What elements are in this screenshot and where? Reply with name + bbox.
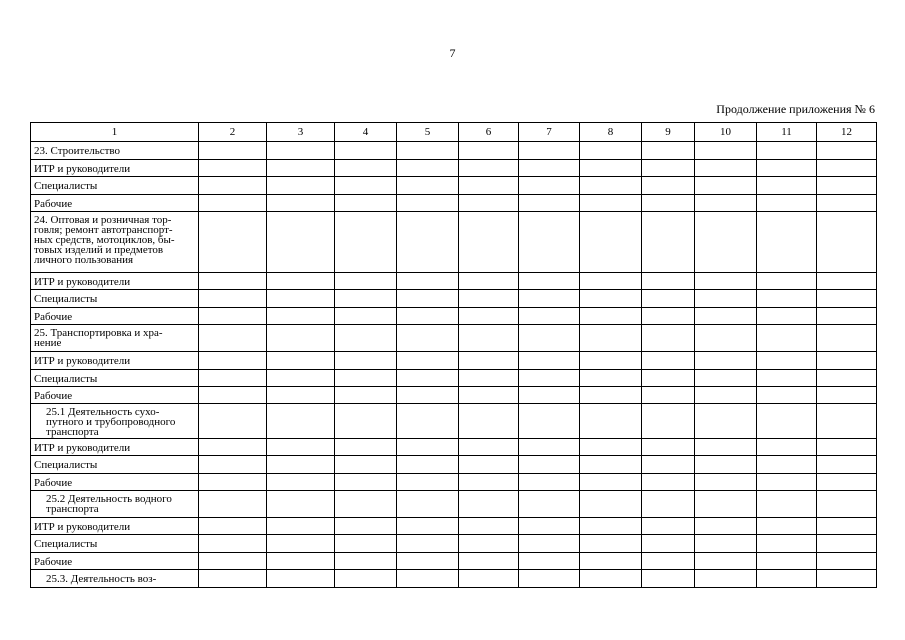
- table-row: [31, 456, 877, 474]
- value-cell: [519, 474, 580, 491]
- header-cell: 3: [267, 123, 335, 142]
- value-cell: [817, 195, 877, 212]
- value-cell: [335, 474, 397, 491]
- continuation-label: Продолжение приложения № 6: [716, 102, 875, 116]
- row-label: Рабочие: [31, 308, 199, 325]
- value-cell: [459, 160, 519, 177]
- table-row: [31, 404, 877, 439]
- value-cell: [459, 352, 519, 370]
- table-row: [31, 352, 877, 370]
- row-label: ИТР и руководители: [31, 439, 199, 456]
- value-cell: [757, 370, 817, 387]
- value-cell: [817, 404, 877, 439]
- value-cell: [397, 177, 459, 195]
- value-cell: [642, 439, 695, 456]
- value-cell: [519, 325, 580, 352]
- table-row: [31, 439, 877, 456]
- value-cell: [642, 404, 695, 439]
- value-cell: [459, 570, 519, 588]
- value-cell: [459, 370, 519, 387]
- header-cell: 1: [31, 123, 199, 142]
- value-cell: [267, 387, 335, 404]
- value-cell: [580, 570, 642, 588]
- value-cell: [519, 404, 580, 439]
- row-label: Рабочие: [31, 387, 199, 404]
- value-cell: [519, 370, 580, 387]
- value-cell: [199, 160, 267, 177]
- value-cell: [580, 160, 642, 177]
- value-cell: [580, 553, 642, 570]
- value-cell: [642, 570, 695, 588]
- value-cell: [397, 160, 459, 177]
- value-cell: [580, 474, 642, 491]
- value-cell: [335, 370, 397, 387]
- value-cell: [757, 308, 817, 325]
- value-cell: [757, 553, 817, 570]
- value-cell: [757, 273, 817, 290]
- table-row: [31, 212, 877, 273]
- value-cell: [757, 177, 817, 195]
- value-cell: [642, 195, 695, 212]
- value-cell: [580, 177, 642, 195]
- value-cell: [199, 177, 267, 195]
- table-row: [31, 370, 877, 387]
- value-cell: [757, 491, 817, 518]
- value-cell: [817, 474, 877, 491]
- value-cell: [642, 325, 695, 352]
- value-cell: [335, 570, 397, 588]
- value-cell: [397, 387, 459, 404]
- value-cell: [695, 439, 757, 456]
- table-row: [31, 325, 877, 352]
- value-cell: [267, 308, 335, 325]
- value-cell: [519, 439, 580, 456]
- value-cell: [397, 474, 459, 491]
- value-cell: [335, 404, 397, 439]
- value-cell: [695, 177, 757, 195]
- value-cell: [397, 290, 459, 308]
- value-cell: [267, 195, 335, 212]
- value-cell: [817, 456, 877, 474]
- value-cell: [519, 142, 580, 160]
- value-cell: [817, 212, 877, 273]
- value-cell: [642, 142, 695, 160]
- value-cell: [459, 273, 519, 290]
- row-label: Рабочие: [31, 474, 199, 491]
- value-cell: [519, 308, 580, 325]
- value-cell: [335, 212, 397, 273]
- value-cell: [267, 352, 335, 370]
- value-cell: [267, 553, 335, 570]
- value-cell: [459, 535, 519, 553]
- value-cell: [199, 370, 267, 387]
- value-cell: [695, 273, 757, 290]
- value-cell: [459, 404, 519, 439]
- table-row: [31, 177, 877, 195]
- value-cell: [459, 553, 519, 570]
- value-cell: [397, 553, 459, 570]
- value-cell: [397, 456, 459, 474]
- value-cell: [397, 273, 459, 290]
- value-cell: [199, 195, 267, 212]
- value-cell: [642, 370, 695, 387]
- header-cell: 6: [459, 123, 519, 142]
- value-cell: [757, 212, 817, 273]
- value-cell: [519, 177, 580, 195]
- value-cell: [459, 456, 519, 474]
- row-label: ИТР и руководители: [31, 352, 199, 370]
- value-cell: [580, 404, 642, 439]
- header-cell: 4: [335, 123, 397, 142]
- value-cell: [580, 387, 642, 404]
- value-cell: [695, 352, 757, 370]
- value-cell: [695, 212, 757, 273]
- value-cell: [695, 325, 757, 352]
- value-cell: [817, 325, 877, 352]
- value-cell: [642, 491, 695, 518]
- value-cell: [642, 308, 695, 325]
- value-cell: [580, 456, 642, 474]
- value-cell: [757, 404, 817, 439]
- value-cell: [757, 456, 817, 474]
- value-cell: [199, 518, 267, 535]
- value-cell: [642, 177, 695, 195]
- value-cell: [757, 439, 817, 456]
- value-cell: [199, 456, 267, 474]
- value-cell: [695, 456, 757, 474]
- value-cell: [519, 553, 580, 570]
- value-cell: [199, 308, 267, 325]
- value-cell: [519, 212, 580, 273]
- value-cell: [817, 160, 877, 177]
- value-cell: [397, 535, 459, 553]
- value-cell: [267, 177, 335, 195]
- value-cell: [267, 491, 335, 518]
- value-cell: [199, 325, 267, 352]
- value-cell: [695, 160, 757, 177]
- table-row: [31, 535, 877, 553]
- value-cell: [642, 553, 695, 570]
- value-cell: [757, 325, 817, 352]
- table-row: [31, 142, 877, 160]
- table-row: [31, 387, 877, 404]
- value-cell: [459, 474, 519, 491]
- value-cell: [267, 456, 335, 474]
- table-row: [31, 273, 877, 290]
- value-cell: [580, 212, 642, 273]
- value-cell: [459, 439, 519, 456]
- value-cell: [580, 142, 642, 160]
- value-cell: [695, 474, 757, 491]
- value-cell: [580, 518, 642, 535]
- value-cell: [519, 491, 580, 518]
- value-cell: [695, 404, 757, 439]
- value-cell: [642, 160, 695, 177]
- header-cell: 2: [199, 123, 267, 142]
- value-cell: [695, 491, 757, 518]
- table-row: [31, 553, 877, 570]
- value-cell: [817, 518, 877, 535]
- value-cell: [335, 553, 397, 570]
- value-cell: [267, 370, 335, 387]
- value-cell: [580, 352, 642, 370]
- value-cell: [757, 387, 817, 404]
- value-cell: [267, 518, 335, 535]
- row-label: Рабочие: [31, 195, 199, 212]
- table-row: [31, 195, 877, 212]
- value-cell: [459, 142, 519, 160]
- value-cell: [199, 212, 267, 273]
- value-cell: [335, 439, 397, 456]
- value-cell: [397, 491, 459, 518]
- value-cell: [695, 518, 757, 535]
- table-row: [31, 160, 877, 177]
- value-cell: [817, 387, 877, 404]
- value-cell: [817, 439, 877, 456]
- value-cell: [199, 439, 267, 456]
- table-row: [31, 290, 877, 308]
- value-cell: [695, 370, 757, 387]
- value-cell: [267, 325, 335, 352]
- value-cell: [757, 195, 817, 212]
- value-cell: [397, 570, 459, 588]
- value-cell: [397, 195, 459, 212]
- value-cell: [757, 570, 817, 588]
- value-cell: [459, 290, 519, 308]
- value-cell: [199, 404, 267, 439]
- value-cell: [580, 195, 642, 212]
- value-cell: [757, 518, 817, 535]
- row-label: 25.2 Деятельность водного транспорта: [31, 491, 199, 518]
- value-cell: [817, 570, 877, 588]
- table-row: [31, 308, 877, 325]
- value-cell: [267, 212, 335, 273]
- value-cell: [335, 142, 397, 160]
- value-cell: [267, 142, 335, 160]
- value-cell: [695, 387, 757, 404]
- value-cell: [199, 142, 267, 160]
- value-cell: [519, 518, 580, 535]
- row-label: 23. Строительство: [31, 142, 199, 160]
- table-row: [31, 474, 877, 491]
- value-cell: [757, 474, 817, 491]
- value-cell: [267, 439, 335, 456]
- value-cell: [397, 212, 459, 273]
- value-cell: [459, 491, 519, 518]
- value-cell: [267, 160, 335, 177]
- value-cell: [267, 273, 335, 290]
- row-label: 24. Оптовая и розничная тор- говля; ремонт автотранспорт- ных средств, мотоциклов, бы- товых изделий и предметов личного пользования: [31, 212, 199, 273]
- row-label: ИТР и руководители: [31, 160, 199, 177]
- value-cell: [519, 352, 580, 370]
- value-cell: [199, 491, 267, 518]
- row-label: Специалисты: [31, 456, 199, 474]
- header-cell: 5: [397, 123, 459, 142]
- value-cell: [757, 160, 817, 177]
- row-label: 25.3. Деятельность воз-: [31, 570, 199, 588]
- value-cell: [817, 553, 877, 570]
- value-cell: [335, 177, 397, 195]
- value-cell: [642, 456, 695, 474]
- value-cell: [817, 273, 877, 290]
- value-cell: [335, 535, 397, 553]
- value-cell: [267, 570, 335, 588]
- header-cell: 9: [642, 123, 695, 142]
- value-cell: [642, 212, 695, 273]
- value-cell: [397, 404, 459, 439]
- value-cell: [335, 195, 397, 212]
- value-cell: [580, 535, 642, 553]
- header-cell: 12: [817, 123, 877, 142]
- value-cell: [817, 352, 877, 370]
- table-row: [31, 518, 877, 535]
- value-cell: [199, 290, 267, 308]
- value-cell: [695, 290, 757, 308]
- value-cell: [695, 142, 757, 160]
- value-cell: [642, 290, 695, 308]
- value-cell: [580, 273, 642, 290]
- value-cell: [519, 195, 580, 212]
- value-cell: [695, 570, 757, 588]
- row-label: ИТР и руководители: [31, 518, 199, 535]
- value-cell: [199, 535, 267, 553]
- value-cell: [817, 491, 877, 518]
- value-cell: [519, 570, 580, 588]
- value-cell: [757, 352, 817, 370]
- value-cell: [335, 352, 397, 370]
- page-number: 7: [449, 46, 456, 60]
- value-cell: [397, 352, 459, 370]
- value-cell: [695, 308, 757, 325]
- value-cell: [397, 518, 459, 535]
- value-cell: [459, 308, 519, 325]
- header-cell: 7: [519, 123, 580, 142]
- value-cell: [199, 352, 267, 370]
- row-label: Специалисты: [31, 535, 199, 553]
- value-cell: [267, 535, 335, 553]
- value-cell: [519, 273, 580, 290]
- value-cell: [817, 290, 877, 308]
- value-cell: [817, 308, 877, 325]
- value-cell: [335, 273, 397, 290]
- value-cell: [580, 370, 642, 387]
- row-label: 25.1 Деятельность сухо- путного и трубопроводного транспорта: [31, 404, 199, 439]
- value-cell: [642, 518, 695, 535]
- value-cell: [335, 290, 397, 308]
- value-cell: [199, 474, 267, 491]
- value-cell: [695, 195, 757, 212]
- value-cell: [695, 553, 757, 570]
- value-cell: [199, 553, 267, 570]
- value-cell: [335, 160, 397, 177]
- value-cell: [580, 325, 642, 352]
- value-cell: [642, 535, 695, 553]
- value-cell: [580, 290, 642, 308]
- value-cell: [817, 370, 877, 387]
- value-cell: [580, 439, 642, 456]
- header-cell: 8: [580, 123, 642, 142]
- value-cell: [519, 535, 580, 553]
- value-cell: [397, 439, 459, 456]
- value-cell: [459, 177, 519, 195]
- value-cell: [397, 142, 459, 160]
- row-label: Специалисты: [31, 177, 199, 195]
- value-cell: [817, 535, 877, 553]
- value-cell: [335, 325, 397, 352]
- value-cell: [757, 142, 817, 160]
- row-label: Рабочие: [31, 553, 199, 570]
- value-cell: [642, 387, 695, 404]
- value-cell: [459, 195, 519, 212]
- value-cell: [267, 290, 335, 308]
- value-cell: [580, 491, 642, 518]
- value-cell: [335, 308, 397, 325]
- value-cell: [459, 212, 519, 273]
- value-cell: [817, 142, 877, 160]
- header-row: [31, 123, 877, 142]
- row-label: 25. Транспортировка и хра- нение: [31, 325, 199, 352]
- data-table: [30, 122, 877, 588]
- value-cell: [267, 404, 335, 439]
- value-cell: [335, 491, 397, 518]
- value-cell: [757, 535, 817, 553]
- row-label: Специалисты: [31, 370, 199, 387]
- value-cell: [519, 290, 580, 308]
- table-row: [31, 491, 877, 518]
- value-cell: [519, 387, 580, 404]
- value-cell: [199, 570, 267, 588]
- value-cell: [335, 456, 397, 474]
- value-cell: [817, 177, 877, 195]
- row-label: ИТР и руководители: [31, 273, 199, 290]
- value-cell: [199, 273, 267, 290]
- value-cell: [642, 352, 695, 370]
- value-cell: [267, 474, 335, 491]
- value-cell: [580, 308, 642, 325]
- value-cell: [519, 456, 580, 474]
- value-cell: [519, 160, 580, 177]
- value-cell: [695, 535, 757, 553]
- value-cell: [397, 308, 459, 325]
- value-cell: [335, 518, 397, 535]
- value-cell: [199, 387, 267, 404]
- value-cell: [459, 325, 519, 352]
- row-label: Специалисты: [31, 290, 199, 308]
- table-row: [31, 570, 877, 588]
- value-cell: [335, 387, 397, 404]
- value-cell: [642, 474, 695, 491]
- value-cell: [642, 273, 695, 290]
- header-cell: 10: [695, 123, 757, 142]
- value-cell: [459, 518, 519, 535]
- value-cell: [459, 387, 519, 404]
- value-cell: [397, 370, 459, 387]
- header-cell: 11: [757, 123, 817, 142]
- value-cell: [397, 325, 459, 352]
- value-cell: [757, 290, 817, 308]
